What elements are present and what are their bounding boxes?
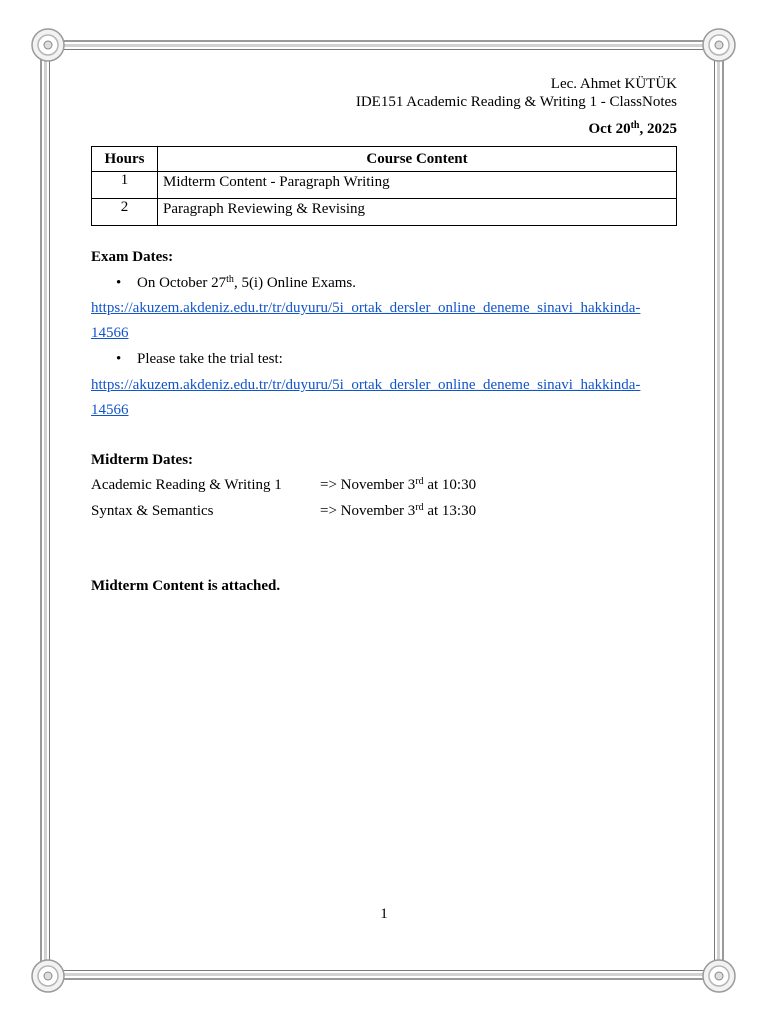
attachment-note: Midterm Content is attached.	[91, 578, 281, 594]
midterm-date-text: => November 3	[320, 503, 416, 519]
exam-link-1-line-2[interactable]: 14566	[91, 325, 129, 341]
content-column-header: Course Content	[158, 147, 677, 172]
midterm-date-1	[320, 477, 476, 494]
exam-link-2-continued[interactable]	[91, 402, 129, 419]
midterm-course-1: Academic Reading & Writing 1	[91, 477, 282, 493]
exam-item-trial: Please take the trial test:	[137, 351, 283, 367]
corner-ornament-icon	[701, 27, 737, 63]
page-number: 1	[380, 906, 388, 922]
bullet-icon: •	[116, 351, 122, 367]
midterm-date-time: at 13:30	[423, 503, 477, 519]
lecturer-name: Lec. Ahmet KÜTÜK	[550, 76, 677, 92]
corner-ornament-icon	[30, 958, 66, 994]
table-row	[92, 199, 677, 226]
hour-cell: 1	[92, 172, 158, 199]
midterm-date-2	[320, 503, 476, 520]
content-cell: Midterm Content - Paragraph Writing	[158, 172, 677, 199]
exam-link-2-line-1[interactable]: https://akuzem.akdeniz.edu.tr/tr/duyuru/5i_ortak_dersler_online_deneme_sinavi_hakkinda-	[91, 377, 641, 393]
course-content-table	[91, 146, 677, 226]
exam-link-2-line-2[interactable]: 14566	[91, 402, 129, 418]
hour-cell: 2	[92, 199, 158, 226]
table-row	[92, 172, 677, 199]
exam-item-ordinal: th	[226, 274, 234, 285]
corner-ornament-icon	[701, 958, 737, 994]
course-title: IDE151 Academic Reading & Writing 1 - ClassNotes	[355, 94, 677, 110]
document-date	[589, 121, 677, 138]
date-ordinal: th	[630, 120, 640, 131]
exam-item-detail: , 5(i) Online Exams.	[233, 275, 356, 291]
exam-item-online	[137, 275, 356, 292]
midterm-dates-heading: Midterm Dates:	[91, 452, 194, 468]
midterm-date-ordinal: rd	[415, 502, 424, 513]
exam-link-1-line-1[interactable]: https://akuzem.akdeniz.edu.tr/tr/duyuru/5i_ortak_dersler_online_deneme_sinavi_hakkinda-	[91, 300, 641, 316]
content-cell: Paragraph Reviewing & Revising	[158, 199, 677, 226]
midterm-course-2: Syntax & Semantics	[91, 503, 214, 519]
corner-ornament-icon	[30, 27, 66, 63]
exam-link-1-continued[interactable]	[91, 325, 129, 342]
midterm-date-text: => November 3	[320, 477, 416, 493]
table-header-row	[92, 147, 677, 172]
bullet-icon: •	[116, 275, 122, 291]
date-text: Oct 20	[588, 121, 631, 137]
exam-link-2[interactable]	[91, 377, 640, 394]
exam-link-1[interactable]	[91, 300, 640, 317]
date-year: , 2025	[639, 121, 677, 137]
exam-item-text: On October 27	[137, 275, 227, 291]
midterm-date-ordinal: rd	[415, 476, 424, 487]
hours-column-header: Hours	[92, 147, 158, 172]
midterm-date-time: at 10:30	[423, 477, 477, 493]
exam-dates-heading: Exam Dates:	[91, 249, 174, 265]
